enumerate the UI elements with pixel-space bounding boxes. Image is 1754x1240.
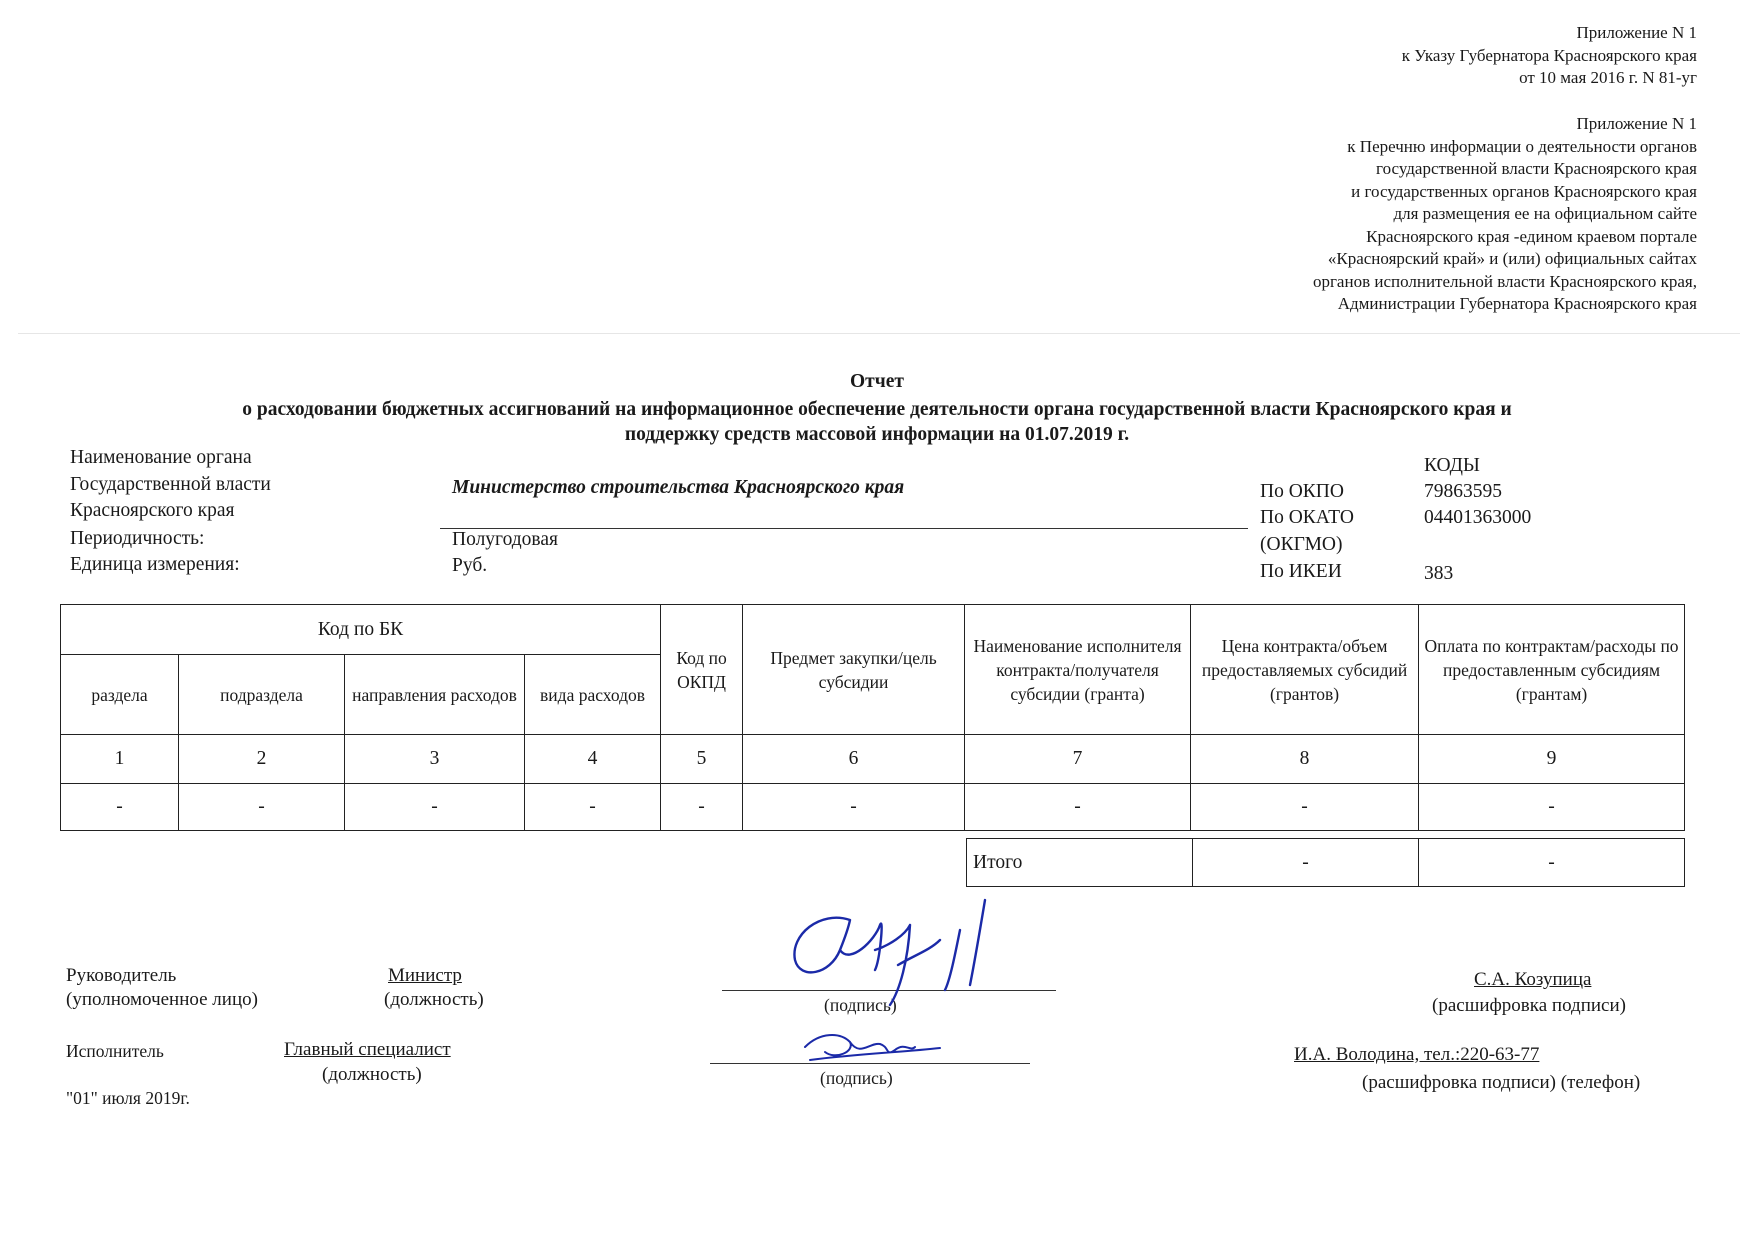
column-number: 5 [661, 735, 743, 784]
ikei-value: 383 [1424, 563, 1454, 584]
column-number: 9 [1419, 735, 1685, 784]
report-subtitle-line1: о расходовании бюджетных ассигнований на информационное обеспечение деятельности органа государственной власти Красноярского края и [242, 399, 1512, 420]
head-position: Министр [388, 965, 462, 986]
appendix-list-line: к Перечню информации о деятельности органов [1347, 136, 1697, 156]
column-number: 2 [179, 735, 345, 784]
expenses-table [60, 604, 1685, 831]
executor-header: Наименование исполнителя контракта/получателя субсидии (гранта) [965, 605, 1191, 735]
appendix-list-line: Приложение N 1 [1576, 114, 1697, 133]
org-label: Красноярского края [70, 500, 235, 521]
head-signature [780, 890, 1060, 1010]
appendix-list-line: Администрации Губернатора Красноярского края [1337, 294, 1697, 313]
direction-header: направления расходов [345, 655, 525, 735]
table-cell: - [61, 784, 179, 831]
column-number: 1 [61, 735, 179, 784]
period-value: Полугодовая [452, 529, 559, 550]
okpo-label: По ОКПО [1260, 481, 1344, 502]
appendix-list-line: Красноярского края -едином краевом портале [1366, 226, 1697, 246]
executor-signature [795, 1022, 955, 1072]
table-cell: - [345, 784, 525, 831]
table-cell: - [965, 784, 1191, 831]
report-date: "01" июля 2019г. [66, 1088, 190, 1108]
column-number: 4 [525, 735, 661, 784]
appendix-decree-line: от 10 мая 2016 г. N 81-уг [1519, 68, 1697, 87]
column-number: 3 [345, 735, 525, 784]
executor-name: И.А. Володина, тел.:220-63-77 [1294, 1044, 1540, 1065]
okpo-value: 79863595 [1424, 481, 1502, 502]
head-signature-caption: (подпись) [824, 995, 897, 1015]
executor-name-caption: (расшифровка подписи) (телефон) [1362, 1072, 1641, 1093]
executor-position: Главный специалист [284, 1039, 451, 1060]
table-cell: - [661, 784, 743, 831]
unit-value: Руб. [452, 555, 488, 576]
okato-label: По ОКАТО [1260, 507, 1354, 528]
appendix-list-line: государственной власти Красноярского края [1376, 159, 1697, 178]
appendix-decree [1402, 22, 1697, 90]
payment-header: Оплата по контрактам/расходы по предоставленным субсидиям (грантам) [1419, 605, 1685, 735]
table-cell: - [743, 784, 965, 831]
appendix-list-line: «Красноярский край» и (или) официальных сайтах [1327, 249, 1697, 268]
type-header: вида расходов [525, 655, 661, 735]
table-cell: - [1191, 784, 1419, 831]
appendix-decree-line: Приложение N 1 [1576, 23, 1697, 42]
head-label: Руководитель [66, 965, 177, 986]
separator-line [18, 333, 1740, 334]
okpd-header: Код по ОКПД [661, 605, 743, 735]
appendix-list-line: для размещения ее на официальном сайте [1393, 204, 1697, 223]
bk-code-header: Код по БК [61, 605, 661, 655]
report-subtitle-line2: поддержку средств массовой информации на 01.07.2019 г. [624, 424, 1130, 445]
period-label: Периодичность: [70, 528, 205, 549]
section-header: раздела [61, 655, 179, 735]
column-number: 8 [1191, 735, 1419, 784]
total-payment-value: - [1419, 839, 1685, 887]
appendix-list [1313, 113, 1697, 316]
table-cell: - [179, 784, 345, 831]
column-number: 7 [965, 735, 1191, 784]
oktmo-label: (ОКГМО) [1260, 534, 1343, 555]
total-label: Итого [967, 839, 1193, 887]
appendix-list-line: органов исполнительной власти Красноярского края, [1312, 271, 1697, 291]
org-name-value: Министерство строительства Красноярского края [452, 477, 905, 498]
table-cell: - [1419, 784, 1685, 831]
unit-label: Единица измерения: [70, 554, 240, 575]
org-name-underline [440, 528, 1248, 529]
head-position-caption: (должность) [384, 989, 484, 1010]
codes-title: КОДЫ [1424, 455, 1480, 476]
ikei-label: По ИКЕИ [1260, 561, 1342, 582]
head-sublabel: (уполномоченное лицо) [66, 989, 258, 1010]
head-name: С.А. Козупица [1474, 969, 1592, 990]
org-label: Государственной власти [70, 474, 271, 495]
subject-header: Предмет закупки/цель субсидии [743, 605, 965, 735]
appendix-list-line: и государственных органов Красноярского края [1351, 181, 1697, 201]
column-number: 6 [743, 735, 965, 784]
executor-signature-caption: (подпись) [820, 1068, 893, 1088]
appendix-decree-line: к Указу Губернатора Красноярского края [1401, 45, 1697, 65]
org-label: Наименование органа [70, 447, 252, 468]
okato-value: 04401363000 [1424, 507, 1532, 528]
executor-label: Исполнитель [66, 1041, 164, 1061]
table-cell: - [525, 784, 661, 831]
contract-price-header: Цена контракта/объем предоставляемых субсидий (грантов) [1191, 605, 1419, 735]
subsection-header: подраздела [179, 655, 345, 735]
total-contract-value: - [1193, 839, 1419, 887]
executor-position-caption: (должность) [322, 1064, 422, 1085]
report-title: Отчет [850, 371, 904, 392]
head-name-caption: (расшифровка подписи) [1432, 995, 1626, 1016]
total-table [966, 838, 1685, 887]
